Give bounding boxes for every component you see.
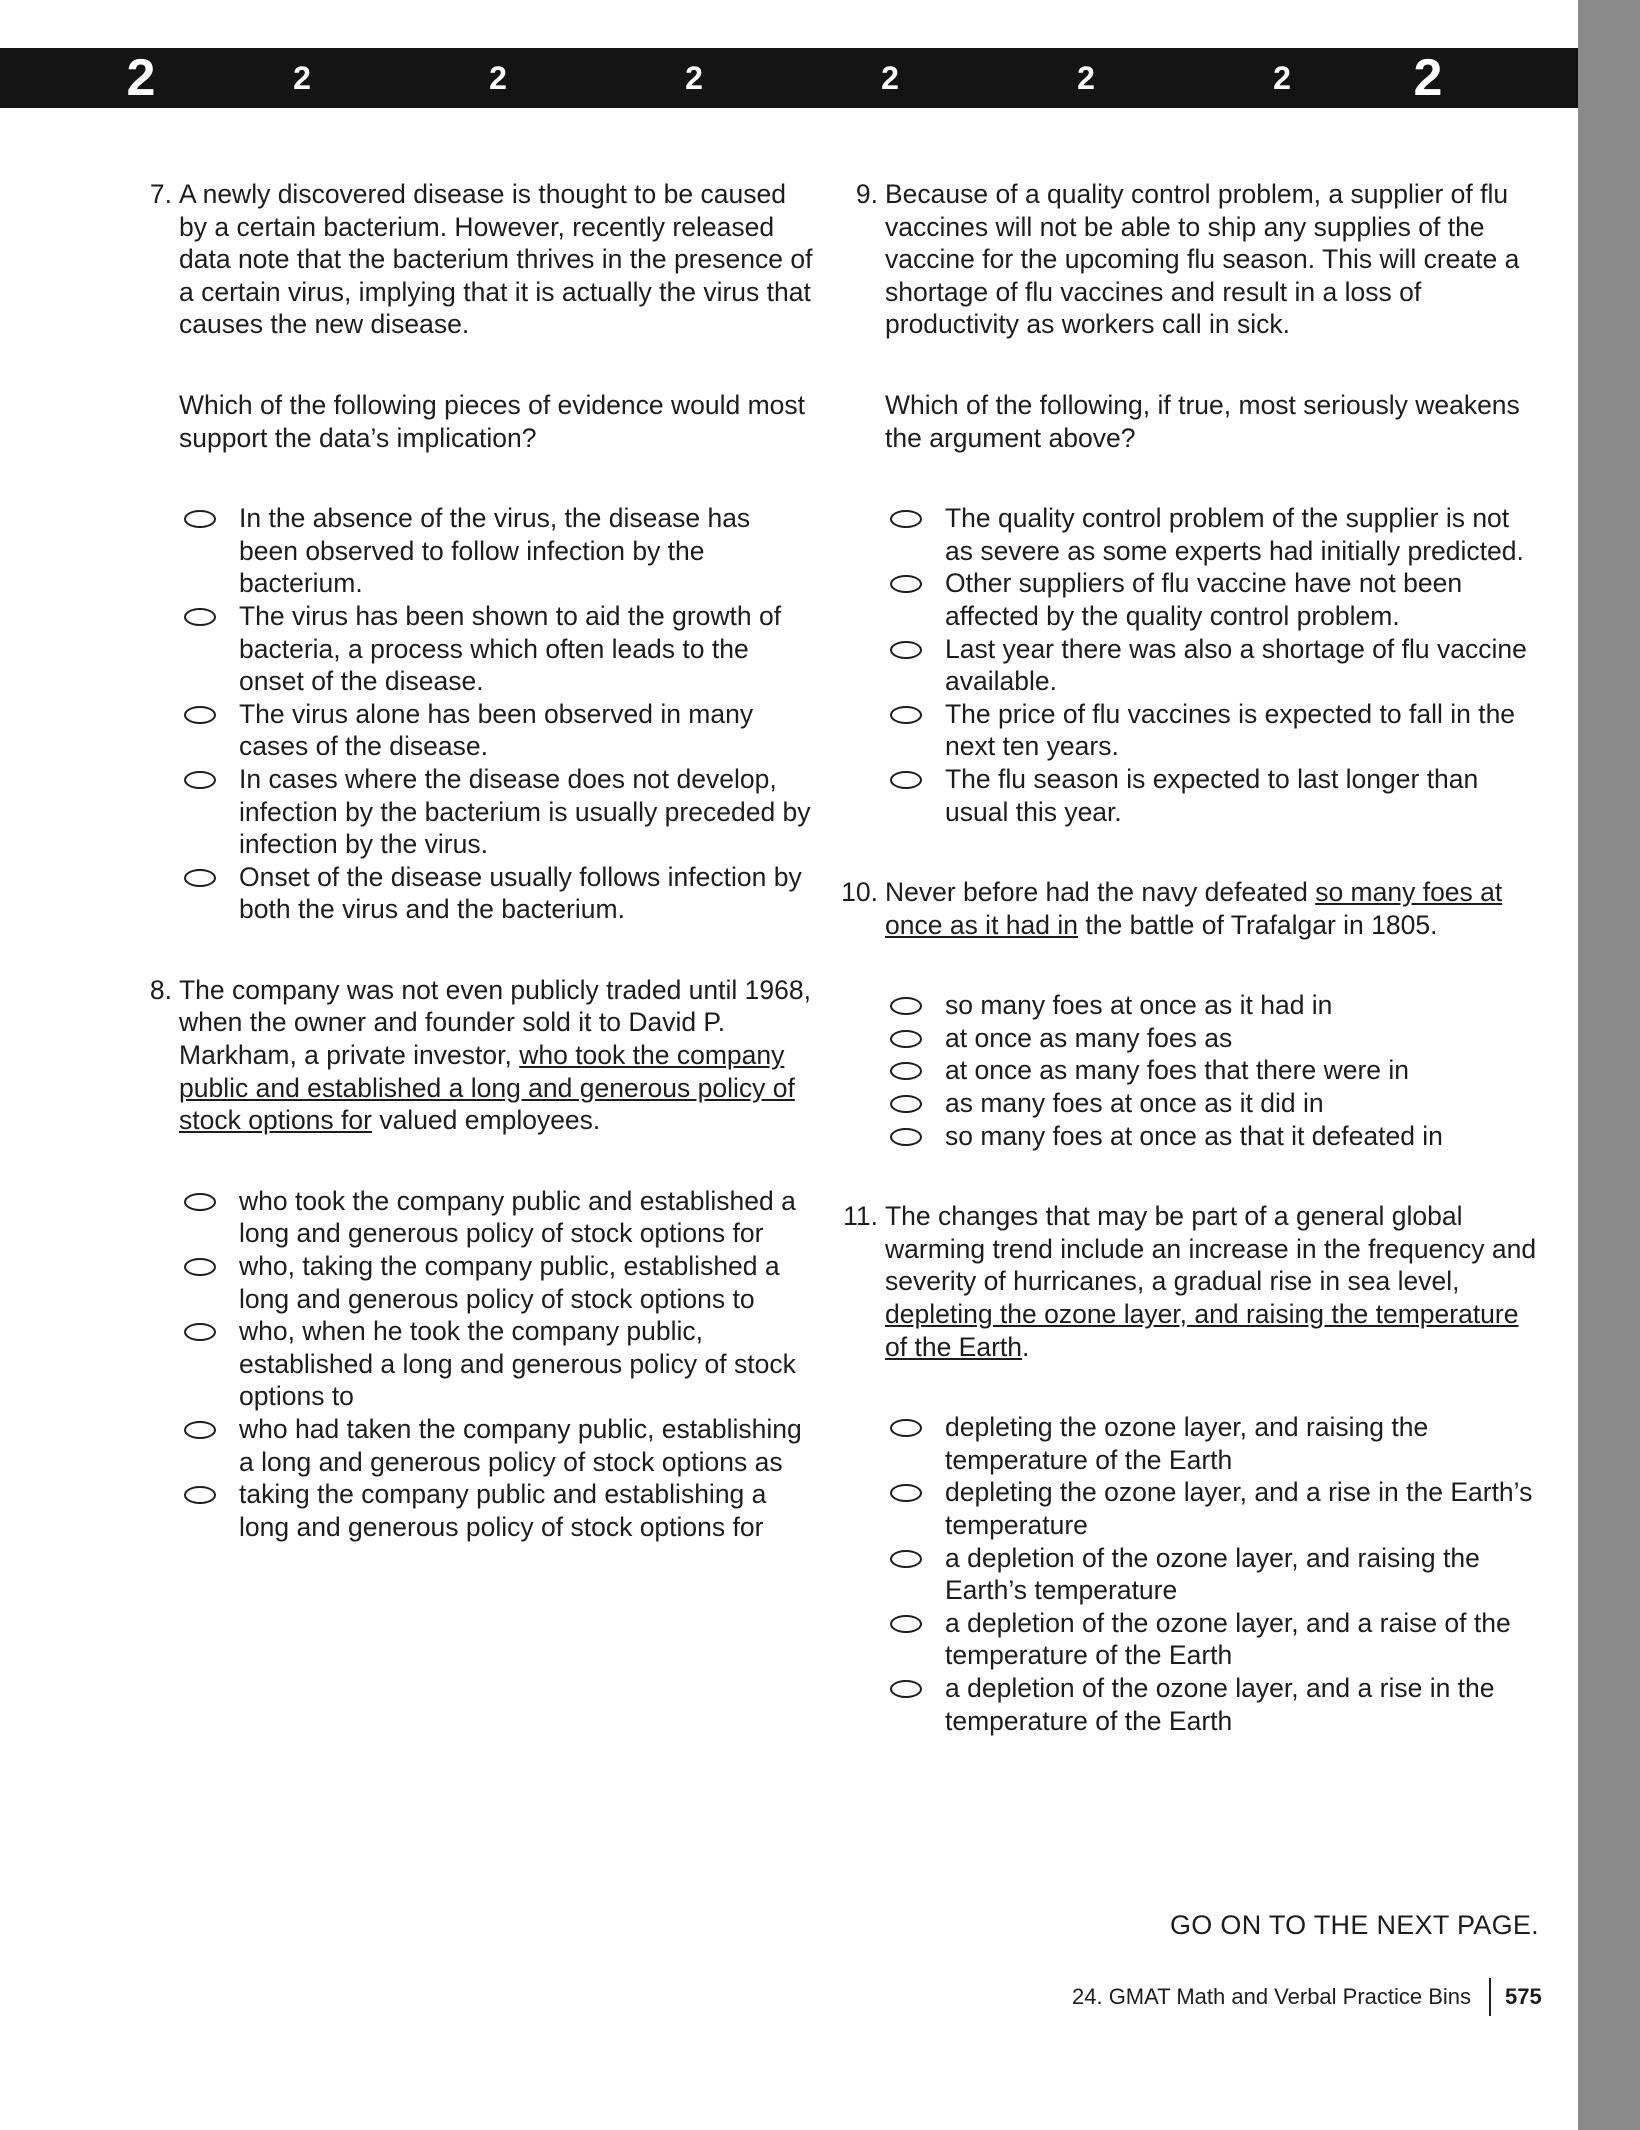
- answer-option-text: The virus alone has been observed in many cases of the disease.: [239, 698, 754, 762]
- section-number: 2: [1413, 49, 1443, 107]
- answer-option-text: a depletion of the ozone layer, and a raise of the temperature of the Earth: [945, 1607, 1511, 1671]
- question-stem: Because of a quality control problem, a supplier of flu vaccines will not be able to ship any supplies of the vaccine for the upcoming flu season. This will create a shortage of flu vaccines and result in a loss of productivity as workers call in sick.: [885, 179, 1520, 340]
- radio-bubble-icon[interactable]: [184, 869, 216, 887]
- question-10: [840, 876, 1540, 1152]
- answer-option-text: who, when he took the company public, established a long and generous policy of stock options to: [239, 1316, 796, 1412]
- answer-option[interactable]: [885, 989, 1540, 1022]
- answer-option[interactable]: [885, 1672, 1540, 1737]
- answer-option-text: depleting the ozone layer, and raising the temperature of the Earth: [945, 1412, 1429, 1475]
- radio-bubble-icon[interactable]: [184, 1193, 216, 1211]
- question-stem: [885, 1200, 1540, 1363]
- answer-option[interactable]: [179, 1315, 814, 1413]
- question-number: 11.: [843, 1201, 878, 1232]
- answer-option[interactable]: [885, 763, 1540, 828]
- answer-option-text: Other suppliers of flu vaccine have not been affected by the quality control problem.: [945, 568, 1463, 631]
- answer-option[interactable]: [179, 763, 814, 861]
- underlined-portion: so many foes at once as it had in: [885, 877, 1503, 940]
- radio-bubble-icon[interactable]: [184, 771, 216, 789]
- answer-options: [179, 1185, 814, 1544]
- answer-options: [885, 502, 1540, 828]
- answer-option[interactable]: [885, 1411, 1540, 1476]
- section-number: 2: [881, 60, 899, 96]
- page-number: 575: [1505, 1984, 1542, 2009]
- section-banner: [0, 48, 1578, 108]
- question-number: 10.: [841, 877, 878, 908]
- left-column: [134, 178, 814, 1543]
- answer-option-text: In the absence of the virus, the disease has been observed to follow infection by the bacterium.: [239, 503, 751, 599]
- answer-option[interactable]: [885, 502, 1540, 567]
- answer-option[interactable]: [885, 1087, 1540, 1120]
- answer-option-text: The flu season is expected to last longer than usual this year.: [945, 763, 1479, 827]
- answer-option-text: The quality control problem of the supplier is not as severe as some experts had initially predicted.: [945, 503, 1524, 566]
- question-number: 8.: [149, 974, 172, 1005]
- radio-bubble-icon[interactable]: [890, 510, 922, 528]
- answer-option[interactable]: [179, 1413, 814, 1478]
- answer-option[interactable]: [885, 1054, 1540, 1087]
- answer-option[interactable]: [885, 1022, 1540, 1055]
- question-8: [134, 974, 814, 1544]
- answer-option[interactable]: [885, 698, 1540, 763]
- answer-option[interactable]: [885, 633, 1540, 698]
- answer-option[interactable]: [885, 1120, 1540, 1153]
- radio-bubble-icon[interactable]: [890, 641, 922, 659]
- radio-bubble-icon[interactable]: [184, 1486, 216, 1504]
- radio-bubble-icon[interactable]: [890, 997, 922, 1015]
- question-number: 7.: [149, 179, 172, 209]
- chapter-title: 24. GMAT Math and Verbal Practice Bins: [1072, 1984, 1472, 2009]
- radio-bubble-icon[interactable]: [890, 1419, 922, 1437]
- answer-option-text: who took the company public and established a long and generous policy of stock options for: [239, 1185, 796, 1249]
- question-stem: [179, 974, 814, 1137]
- section-number: 2: [489, 60, 507, 96]
- page-footer: [1072, 1978, 1542, 2016]
- answer-option[interactable]: [179, 502, 814, 600]
- question-stem: [885, 876, 1540, 941]
- answer-option[interactable]: [179, 600, 814, 698]
- answer-option-text: who, taking the company public, established a long and generous policy of stock options to: [239, 1251, 780, 1314]
- answer-option[interactable]: [179, 1478, 814, 1543]
- section-number: 2: [1273, 60, 1291, 96]
- answer-option-text: Last year there was also a shortage of flu vaccine available.: [945, 633, 1527, 697]
- radio-bubble-icon[interactable]: [890, 1062, 922, 1080]
- radio-bubble-icon[interactable]: [184, 1323, 216, 1341]
- side-edge-tab: [1578, 0, 1640, 2130]
- stem-text: The changes that may be part of a general global warming trend include an increase in the frequency and severity of hurricanes, a gradual rise in sea level,: [885, 1201, 1537, 1297]
- answer-option[interactable]: [885, 1607, 1540, 1672]
- answer-option-text: so many foes at once as that it defeated in: [945, 1120, 1443, 1151]
- answer-option-text: The virus has been shown to aid the growth of bacteria, a process which often leads to the onset of the disease.: [239, 600, 782, 697]
- underlined-portion: depleting the ozone layer, and raising the temperature of the Earth: [885, 1299, 1519, 1362]
- answer-option-text: at once as many foes as: [945, 1022, 1233, 1053]
- answer-option[interactable]: [179, 1250, 814, 1315]
- answer-option-text: Onset of the disease usually follows infection by both the virus and the bacterium.: [239, 861, 802, 925]
- section-number: 2: [293, 60, 311, 96]
- answer-option-text: a depletion of the ozone layer, and a rise in the temperature of the Earth: [945, 1672, 1495, 1736]
- stem-text: The company was not even publicly traded until 1968, when the owner and founder sold it to David P. Markham, a private investor,: [179, 974, 811, 1071]
- radio-bubble-icon[interactable]: [184, 706, 216, 724]
- answer-option-text: depleting the ozone layer, and a rise in the Earth’s temperature: [945, 1477, 1533, 1540]
- radio-bubble-icon[interactable]: [184, 1421, 216, 1439]
- answer-option[interactable]: [885, 567, 1540, 632]
- question-prompt: Which of the following pieces of evidence would most support the data’s implication?: [179, 389, 806, 453]
- radio-bubble-icon[interactable]: [890, 771, 922, 789]
- answer-option[interactable]: [885, 1476, 1540, 1541]
- radio-bubble-icon[interactable]: [890, 1128, 922, 1146]
- question-9: [840, 178, 1540, 828]
- underlined-portion: who took the company public and established a long and generous policy of stock options for: [179, 1040, 795, 1136]
- question-number: 9.: [855, 179, 878, 209]
- question-7: [134, 178, 814, 926]
- radio-bubble-icon[interactable]: [184, 608, 216, 626]
- answer-option[interactable]: [179, 1185, 814, 1250]
- go-on-instruction: GO ON TO THE NEXT PAGE.: [1170, 1910, 1539, 1940]
- stem-text: .: [1022, 1331, 1030, 1362]
- answer-option[interactable]: [179, 861, 814, 926]
- answer-option[interactable]: [179, 698, 814, 763]
- question-11: [840, 1200, 1540, 1737]
- stem-text: valued employees.: [371, 1105, 601, 1136]
- answer-option-text: so many foes at once as it had in: [945, 990, 1333, 1021]
- footer-divider: [1489, 1978, 1491, 2016]
- answer-options: [179, 502, 814, 926]
- stem-text: the battle of Trafalgar in 1805.: [1078, 909, 1438, 940]
- radio-bubble-icon[interactable]: [184, 1258, 216, 1276]
- answer-option-text: taking the company public and establishing a long and generous policy of stock options for: [239, 1479, 767, 1542]
- answer-option-text: a depletion of the ozone layer, and raising the Earth’s temperature: [945, 1542, 1480, 1606]
- radio-bubble-icon[interactable]: [890, 1030, 922, 1048]
- answer-option[interactable]: [885, 1542, 1540, 1607]
- stem-text: Never before had the navy defeated: [885, 877, 1316, 908]
- answer-option-text: at once as many foes that there were in: [945, 1055, 1410, 1086]
- answer-options: [885, 1411, 1540, 1737]
- radio-bubble-icon[interactable]: [890, 1615, 922, 1633]
- answer-option-text: who had taken the company public, establishing a long and generous policy of stock options as: [239, 1414, 802, 1477]
- section-number: 2: [126, 49, 156, 107]
- radio-bubble-icon[interactable]: [890, 1680, 922, 1698]
- answer-option-text: The price of flu vaccines is expected to fall in the next ten years.: [945, 698, 1516, 762]
- answer-options: [885, 989, 1540, 1152]
- answer-option-text: as many foes at once as it did in: [945, 1088, 1324, 1119]
- radio-bubble-icon[interactable]: [890, 1484, 922, 1502]
- question-prompt: Which of the following, if true, most seriously weakens the argument above?: [885, 389, 1520, 453]
- answer-option-text: In cases where the disease does not develop, infection by the bacterium is usually preceded by infection by the virus.: [239, 763, 811, 860]
- radio-bubble-icon[interactable]: [184, 510, 216, 528]
- right-column: [840, 178, 1540, 1737]
- radio-bubble-icon[interactable]: [890, 1095, 922, 1113]
- radio-bubble-icon[interactable]: [890, 1550, 922, 1568]
- section-number: 2: [1077, 60, 1095, 96]
- radio-bubble-icon[interactable]: [890, 575, 922, 593]
- section-number: 2: [685, 60, 703, 96]
- radio-bubble-icon[interactable]: [890, 706, 922, 724]
- question-stem: A newly discovered disease is thought to be caused by a certain bacterium. However, recently released data note that the bacterium thrives in the presence of a certain virus, implying that it is actually the virus that causes the new disease.: [179, 179, 813, 340]
